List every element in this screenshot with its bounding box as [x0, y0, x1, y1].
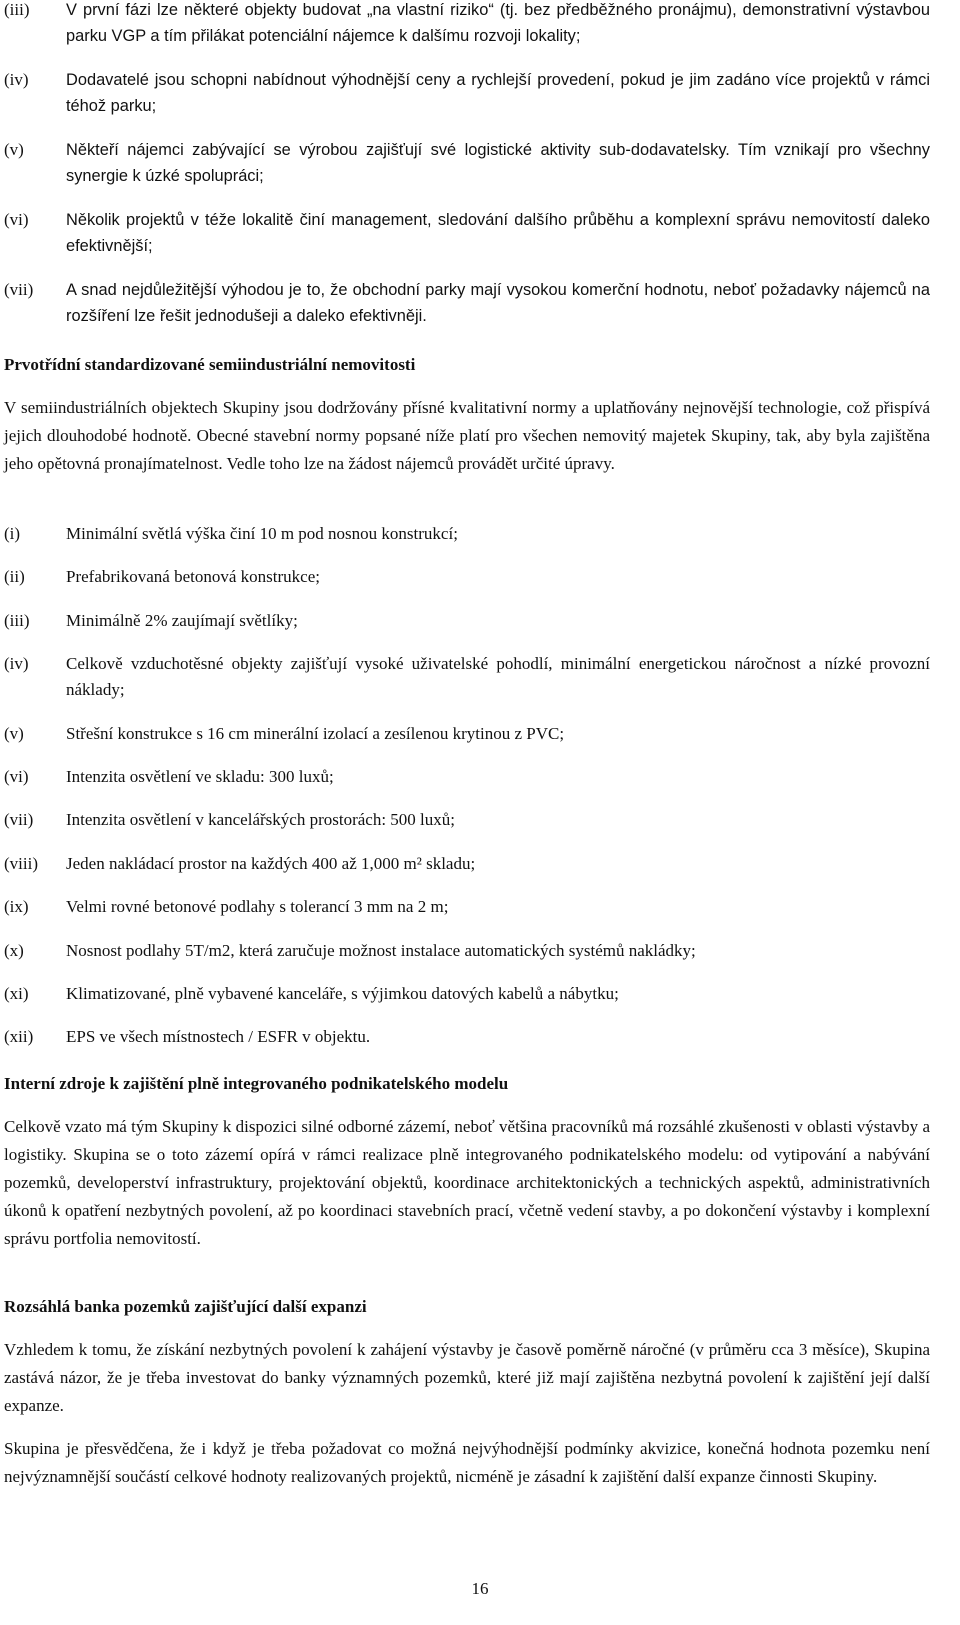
- list-item-text: Celkově vzduchotěsné objekty zajišťují vysoké uživatelské pohodlí, minimální energetickou náročnost a nízké provozní náklady;: [66, 654, 930, 700]
- list-item-text: Jeden nakládací prostor na každých 400 až 1,000 m² skladu;: [66, 853, 476, 873]
- list-item-text: Prefabrikovaná betonová konstrukce;: [66, 567, 320, 587]
- section-paragraph-internal-resources: Celkově vzato má tým Skupiny k dispozici silné odborné zázemí, neboť většina pracovníků má rozsáhlé zkušenosti v oblasti výstavby a logistiky. Skupina se o toto zázemí opírá v rámci realizace plně integrovaného podnikatelského modelu: od vytipování a nabývání pozemků, developerství infrastruktury, projektování objektů, koordinace architektonických a technických aspektů, administrativních úkonů k opatření nezbytných povolení, až po koordinaci stavebních prací, včetně vedení stavby, a po dokončení výstavby i komplexní správu portfolia nemovitostí.: [4, 1117, 930, 1248]
- list-item-number: (v): [4, 723, 24, 743]
- advantages-list: [4, 0, 930, 329]
- section-paragraph-standardized-properties: V semiindustriálních objektech Skupiny jsou dodržovány přísné kvalitativní normy a uplatňovány nejnovější technologie, což přispívá jejich dlouhodobé hodnotě. Obecné stavební normy popsané níže platí pro všechen nemovitý majetek Skupiny, tak, aby byla zajištěna jeho opětovná pronajímatelnost. Vedle toho lze na žádost nájemců provádět určité úpravy.: [4, 398, 930, 473]
- list-item: [4, 764, 930, 790]
- list-item-number: (ix): [4, 897, 29, 917]
- section-paragraph-land-bank-1: Vzhledem k tomu, že získání nezbytných povolení k zahájení výstavby je časově poměrně náročné (v průměru cca 3 měsíce), Skupina zastává názor, že je třeba investovat do banky významných pozemků, které již mají zajištěna nezbytná povolení k zajištění její další expanze.: [4, 1340, 930, 1415]
- section-paragraph-land-bank-2: Skupina je přesvědčena, že i když je třeba požadovat co možná nejvýhodnější podmínky akvizice, konečná hodnota pozemku není nejvýznamnější součástí celkové hodnoty realizovaných projektů, nicméně je zásadní k zajištění další expanze činnosti Skupiny.: [4, 1439, 930, 1486]
- list-item-number: (viii): [4, 853, 38, 873]
- list-item-number: (x): [4, 940, 24, 960]
- list-item-number: (ii): [4, 567, 25, 587]
- list-item-text: Minimální světlá výška činí 10 m pod nosnou konstrukcí;: [66, 524, 458, 543]
- list-item: [4, 851, 930, 877]
- list-item-number: (i): [4, 524, 21, 543]
- list-item-number: (xi): [4, 983, 29, 1003]
- list-item: [4, 137, 930, 189]
- list-item-text: Intenzita osvětlení ve skladu: 300 luxů;: [66, 766, 334, 786]
- list-item-text: Velmi rovné betonové podlahy s tolerancí 3 mm na 2 m;: [66, 897, 449, 917]
- list-item-text: Střešní konstrukce s 16 cm minerální izolací a zesílenou krytinou z PVC;: [66, 723, 565, 743]
- section-heading-internal-resources: Interní zdroje k zajištění plně integrovaného podnikatelského modelu: [4, 1074, 509, 1093]
- list-item: [4, 938, 930, 964]
- building-standards-list: [4, 521, 930, 1050]
- list-item: [4, 521, 930, 547]
- list-item: [4, 807, 930, 833]
- list-item-number: (vi): [4, 766, 29, 786]
- list-item-number: (xii): [4, 1027, 34, 1047]
- list-item: [4, 207, 930, 259]
- list-item: [4, 651, 930, 703]
- list-item-text: Několik projektů v téže lokalitě činí management, sledování dalšího průběhu a komplexní správu nemovitostí daleko efektivnější;: [66, 211, 930, 255]
- section-heading-standardized-properties: Prvotřídní standardizované semiindustriální nemovitosti: [4, 355, 416, 374]
- list-item-number: (iii): [4, 0, 30, 19]
- list-item-text: Nosnost podlahy 5T/m2, která zaručuje možnost instalace automatických systémů nakládky;: [66, 940, 696, 960]
- list-item-text: V první fázi lze některé objekty budovat „na vlastní riziko“ (tj. bez předběžného pronájmu), demonstrativní výstavbou parku VGP a tím přilákat potenciální nájemce k dalšímu rozvoji lokality;: [66, 1, 930, 45]
- list-item-number: (iv): [4, 654, 29, 674]
- list-item-number: (v): [4, 140, 24, 159]
- list-item: [4, 67, 930, 119]
- list-item-text: Minimálně 2% zaujímají světlíky;: [66, 610, 298, 630]
- list-item-number: (vii): [4, 810, 34, 830]
- list-item-text: EPS ve všech místnostech / ESFR v objektu.: [66, 1027, 371, 1047]
- list-item-number: (vi): [4, 210, 29, 229]
- list-item-number: (iv): [4, 70, 29, 89]
- list-item-text: Klimatizované, plně vybavené kanceláře, s výjimkou datových kabelů a nábytku;: [66, 983, 619, 1003]
- list-item-text: Intenzita osvětlení v kancelářských prostorách: 500 luxů;: [66, 810, 455, 830]
- list-item-text: Dodavatelé jsou schopni nabídnout výhodnější ceny a rychlejší provedení, pokud je jim zadáno více projektů v rámci téhož parku;: [66, 71, 930, 115]
- list-item: [4, 0, 930, 49]
- list-item-number: (iii): [4, 610, 30, 630]
- page-number: 16: [471, 1579, 489, 1598]
- section-heading-land-bank: Rozsáhlá banka pozemků zajišťující další expanzi: [4, 1297, 367, 1316]
- list-item: [4, 277, 930, 329]
- list-item-text: Někteří nájemci zabývající se výrobou zajišťují své logistické aktivity sub-dodavatelsky. Tím vznikají pro všechny synergie k úzké spolupráci;: [66, 141, 930, 185]
- list-item: [4, 894, 930, 920]
- list-item: [4, 564, 930, 590]
- list-item: [4, 608, 930, 634]
- list-item: [4, 721, 930, 747]
- list-item: [4, 981, 930, 1007]
- list-item-number: (vii): [4, 280, 34, 299]
- list-item: [4, 1024, 930, 1050]
- list-item-text: A snad nejdůležitější výhodou je to, že obchodní parky mají vysokou komerční hodnotu, neboť požadavky nájemců na rozšíření lze řešit jednodušeji a daleko efektivněji.: [66, 281, 930, 325]
